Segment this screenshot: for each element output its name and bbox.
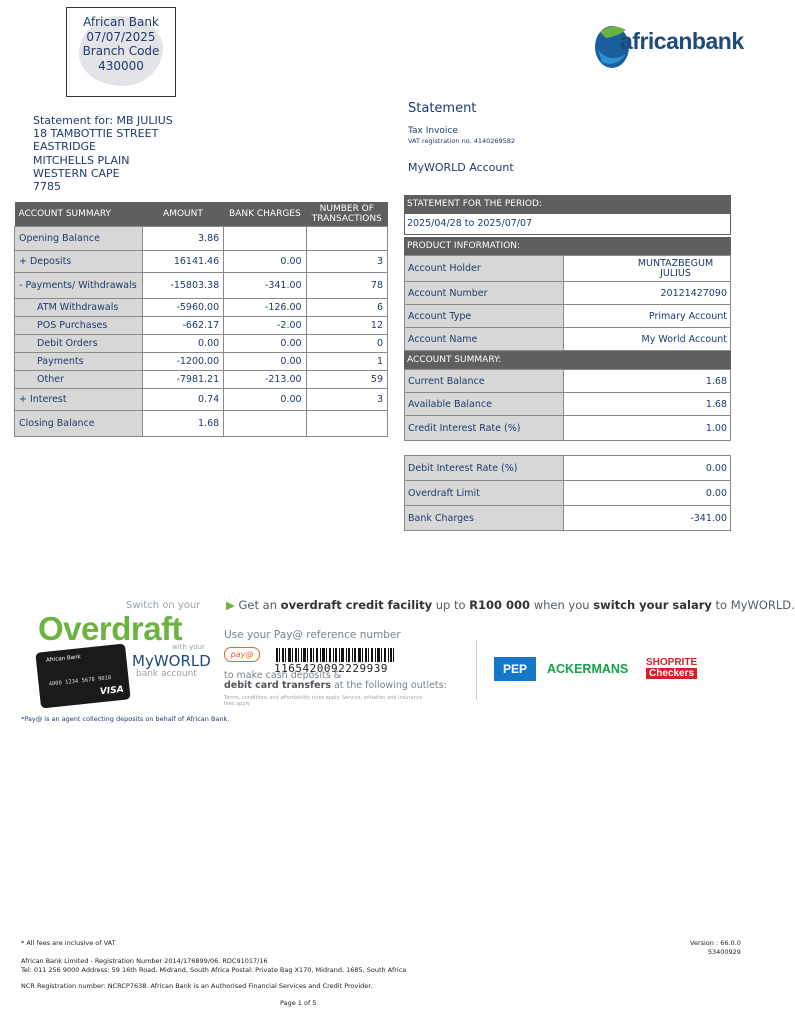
row-value: 1.68 bbox=[564, 393, 731, 416]
table-row bbox=[15, 353, 388, 371]
ad-switch-text: Switch on your bbox=[126, 600, 201, 611]
row-charges: 0.00 bbox=[224, 353, 306, 371]
col-header-charges: BANK CHARGES bbox=[224, 202, 306, 227]
ad-divider bbox=[476, 640, 477, 700]
table-row bbox=[15, 389, 388, 411]
row-label: Debit Interest Rate (%) bbox=[405, 456, 564, 481]
ad-to-make bbox=[224, 671, 447, 691]
page-number: Page 1 of 5 bbox=[280, 999, 317, 1007]
row-count: 1 bbox=[306, 353, 387, 371]
row-charges: 0.00 bbox=[224, 335, 306, 353]
col-header-amount: AMOUNT bbox=[142, 202, 223, 227]
ad-terms: Terms, conditions and affordability rules apply. Service, initiation and insurance fees apply. bbox=[224, 695, 423, 707]
table-row bbox=[15, 251, 388, 273]
account-product-name: MyWORLD Account bbox=[408, 161, 514, 174]
row-count: 78 bbox=[306, 273, 387, 299]
row-label: Payments bbox=[15, 353, 143, 371]
address-line: WESTERN CAPE bbox=[33, 166, 120, 180]
table-row bbox=[405, 481, 731, 506]
row-value: 1.00 bbox=[564, 416, 731, 441]
row-amount: -15803.38 bbox=[142, 273, 223, 299]
row-value: 20121427090 bbox=[564, 282, 731, 305]
card-number: 4000 1234 5678 9010 bbox=[48, 675, 112, 688]
row-label: Account Name bbox=[405, 328, 564, 351]
ad-bank-account: bank account bbox=[136, 669, 197, 679]
row-amount: 1.68 bbox=[142, 411, 223, 437]
stamp-text bbox=[67, 15, 175, 73]
row-charges: -341.00 bbox=[224, 273, 306, 299]
row-charges bbox=[224, 227, 306, 251]
checkers-text: Checkers bbox=[646, 668, 697, 679]
registration-text: African Bank Limited - Registration Number 2014/176899/06. RDC91017/16 bbox=[21, 957, 268, 965]
row-amount: -7981.21 bbox=[142, 371, 223, 389]
card-brand: African Bank bbox=[45, 654, 82, 664]
row-label: Debit Orders bbox=[15, 335, 143, 353]
product-table bbox=[404, 255, 731, 351]
address-line: Statement for: MB JULIUS bbox=[33, 114, 173, 127]
table-row bbox=[15, 273, 388, 299]
pay-reference-number: 1165420092229939 bbox=[274, 662, 388, 675]
shoprite-text: SHOPRITE bbox=[646, 657, 698, 668]
row-label: Current Balance bbox=[405, 370, 564, 393]
tax-invoice-label: Tax Invoice bbox=[408, 126, 458, 136]
row-charges bbox=[224, 411, 306, 437]
recipient-address bbox=[33, 114, 173, 193]
table-row bbox=[15, 227, 388, 251]
ad-myworld: MyWORLD bbox=[132, 652, 211, 670]
row-charges: -126.00 bbox=[224, 299, 306, 317]
pay-at-footnote: *Pay@ is an agent collecting deposits on behalf of African Bank. bbox=[21, 715, 230, 723]
headline-part: when you bbox=[530, 598, 594, 612]
to-make-line: to make cash deposits & bbox=[224, 670, 342, 681]
row-count bbox=[306, 411, 387, 437]
summary-header-row bbox=[15, 202, 388, 227]
row-label: Opening Balance bbox=[15, 227, 143, 251]
table-row bbox=[15, 335, 388, 353]
statement-info-panel bbox=[404, 195, 731, 441]
use-pay-text: Use your Pay@ reference number bbox=[224, 629, 401, 641]
row-label: Account Holder bbox=[405, 256, 564, 282]
row-count: 59 bbox=[306, 371, 387, 389]
rates-table bbox=[404, 455, 731, 531]
row-count: 3 bbox=[306, 251, 387, 273]
row-label: Account Number bbox=[405, 282, 564, 305]
row-label: Overdraft Limit bbox=[405, 481, 564, 506]
table-row bbox=[15, 371, 388, 389]
row-value: My World Account bbox=[564, 328, 731, 351]
stamp-branch-label: Branch Code bbox=[82, 44, 160, 58]
row-value: 1.68 bbox=[564, 370, 731, 393]
row-label: Bank Charges bbox=[405, 506, 564, 531]
stamp-date: 07/07/2025 bbox=[86, 29, 156, 44]
row-value: Primary Account bbox=[564, 305, 731, 328]
logo-text: africanbank bbox=[620, 28, 744, 54]
row-charges: -213.00 bbox=[224, 371, 306, 389]
vat-registration: VAT registration no. 4140269582 bbox=[408, 137, 516, 145]
headline-part: to MyWORLD. bbox=[711, 598, 795, 612]
row-label: Closing Balance bbox=[15, 411, 143, 437]
address-line: 7785 bbox=[33, 180, 61, 194]
table-row bbox=[405, 305, 731, 328]
row-charges: 0.00 bbox=[224, 251, 306, 273]
row-amount: 3.86 bbox=[142, 227, 223, 251]
row-label: ATM Withdrawals bbox=[15, 299, 143, 317]
stamp-bank: African Bank bbox=[83, 15, 159, 29]
address-line: EASTRIDGE bbox=[33, 140, 97, 154]
table-row bbox=[405, 256, 731, 282]
visa-logo: VISA bbox=[99, 684, 125, 698]
row-count: 0 bbox=[306, 335, 387, 353]
rates-panel bbox=[404, 455, 731, 531]
african-bank-logo bbox=[592, 20, 742, 70]
account-summary-header: ACCOUNT SUMMARY: bbox=[404, 351, 731, 369]
row-count: 3 bbox=[306, 389, 387, 411]
outlets-text: at the following outlets: bbox=[330, 680, 447, 691]
bank-card-image bbox=[35, 643, 130, 708]
ad-with-your: with your bbox=[172, 643, 205, 651]
headline-part: R100 000 bbox=[469, 598, 531, 612]
row-charges: -2.00 bbox=[224, 317, 306, 335]
stamp-branch-code: 430000 bbox=[98, 58, 144, 73]
table-row bbox=[15, 299, 388, 317]
table-row bbox=[405, 416, 731, 441]
row-count: 6 bbox=[306, 299, 387, 317]
table-row bbox=[405, 282, 731, 305]
ad-overdraft-title: Overdraft bbox=[38, 610, 183, 647]
debit-card-text: debit card transfers bbox=[224, 680, 331, 691]
row-count: 12 bbox=[306, 317, 387, 335]
table-row bbox=[15, 317, 388, 335]
table-row bbox=[405, 456, 731, 481]
document-code: 53400929 bbox=[707, 947, 741, 956]
row-label: + Interest bbox=[15, 389, 143, 411]
table-row bbox=[15, 411, 388, 437]
address-text: Tel: 011 256 9000 Address: 59 16th Road, Midrand, South Africa Postal: Private Bag X170, Midrand, 1685, South Africa bbox=[21, 966, 407, 974]
row-value: 0.00 bbox=[564, 456, 731, 481]
play-arrow-icon: ▶ bbox=[226, 598, 235, 612]
row-charges: 0.00 bbox=[224, 389, 306, 411]
table-row bbox=[405, 328, 731, 351]
row-label: Available Balance bbox=[405, 393, 564, 416]
row-amount: -1200.00 bbox=[142, 353, 223, 371]
row-label: - Payments/ Withdrawals bbox=[15, 273, 143, 299]
headline-part: up to bbox=[432, 598, 470, 612]
row-amount: 16141.46 bbox=[142, 251, 223, 273]
row-label: POS Purchases bbox=[15, 317, 143, 335]
version-info bbox=[690, 939, 741, 956]
period-value: 2025/04/28 to 2025/07/07 bbox=[404, 213, 731, 235]
table-row bbox=[405, 370, 731, 393]
headline-part: switch your salary bbox=[593, 598, 712, 612]
ncr-text: NCR Registration number: NCRCP7638. African Bank is an Authorised Financial Services and Credit Provider. bbox=[21, 982, 373, 990]
period-header: STATEMENT FOR THE PERIOD: bbox=[404, 195, 731, 213]
headline-part: overdraft credit facility bbox=[280, 598, 433, 612]
row-value: -341.00 bbox=[564, 506, 731, 531]
table-row bbox=[405, 506, 731, 531]
ackermans-logo: ACKERMANS bbox=[547, 662, 629, 676]
address-line: 18 TAMBOTTIE STREET bbox=[33, 127, 159, 141]
barcode-image bbox=[276, 648, 394, 662]
version-text: Version : 66.0.0 bbox=[690, 939, 741, 947]
pay-at-logo: pay@ bbox=[224, 647, 260, 662]
col-header-transactions: NUMBER OF TRANSACTIONS bbox=[306, 202, 387, 227]
account-summary-table bbox=[14, 202, 388, 437]
headline-part: Get an bbox=[238, 598, 281, 612]
shoprite-checkers-logo bbox=[646, 657, 697, 679]
pep-logo: PEP bbox=[494, 657, 536, 681]
row-value: 0.00 bbox=[564, 481, 731, 506]
row-amount: -662.17 bbox=[142, 317, 223, 335]
ad-headline bbox=[226, 598, 795, 612]
row-amount: -5960.00 bbox=[142, 299, 223, 317]
row-label: + Deposits bbox=[15, 251, 143, 273]
row-amount: 0.74 bbox=[142, 389, 223, 411]
address-line: MITCHELLS PLAIN bbox=[33, 153, 130, 167]
row-amount: 0.00 bbox=[142, 335, 223, 353]
vat-note: * All fees are inclusive of VAT bbox=[21, 939, 116, 947]
row-label: Credit Interest Rate (%) bbox=[405, 416, 564, 441]
row-count bbox=[306, 227, 387, 251]
branch-stamp bbox=[66, 7, 176, 97]
statement-title: Statement bbox=[408, 101, 477, 116]
row-value: MUNTAZBEGUM JULIUS bbox=[564, 256, 731, 282]
balance-table bbox=[404, 369, 731, 441]
row-label: Other bbox=[15, 371, 143, 389]
row-label: Account Type bbox=[405, 305, 564, 328]
product-header: PRODUCT INFORMATION: bbox=[404, 237, 731, 255]
table-row bbox=[405, 393, 731, 416]
col-header-summary: ACCOUNT SUMMARY bbox=[15, 202, 143, 227]
